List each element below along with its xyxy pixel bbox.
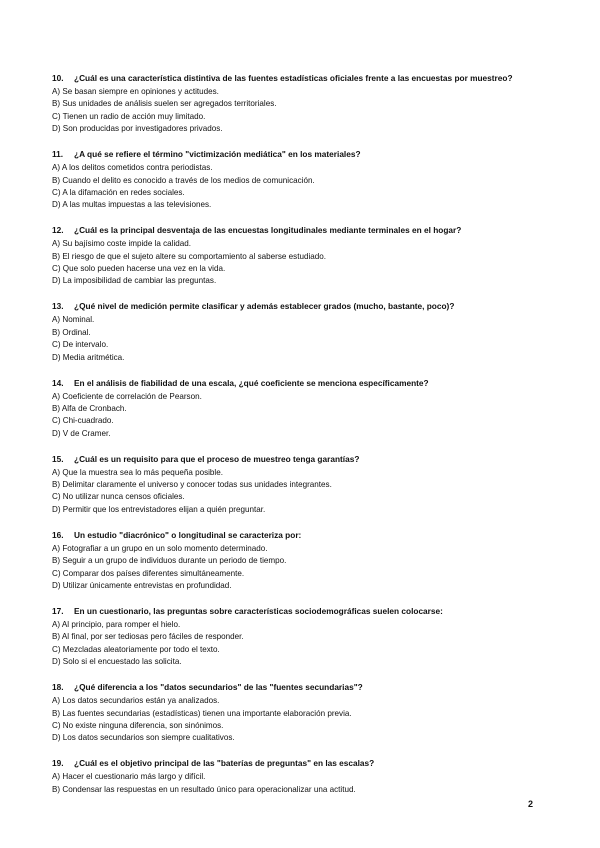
- answer-option: C) No existe ninguna diferencia, son sinónimos.: [52, 720, 224, 730]
- question-block: [52, 530, 572, 593]
- answer-option: D) Permitir que los entrevistadores elijan a quién preguntar.: [52, 504, 266, 514]
- question-title: [52, 378, 572, 390]
- answer-option: A) Su bajísimo coste impide la calidad.: [52, 239, 192, 249]
- answer-option: B) Delimitar claramente el universo y conocer todas sus unidades integrantes.: [52, 480, 332, 490]
- answer-option: A) Nominal.: [52, 315, 95, 325]
- answer-option: D) V de Cramer.: [52, 428, 111, 438]
- question-number: 15.: [52, 453, 64, 464]
- answer-option: C) Chi-cuadrado.: [52, 416, 114, 426]
- question-text: En el análisis de fiabilidad de una escala, ¿qué coeficiente se menciona específicamente?: [74, 377, 429, 388]
- question-title: [52, 225, 572, 237]
- answer-option: B) Alfa de Cronbach.: [52, 403, 127, 413]
- question-text: ¿Qué diferencia a los "datos secundarios" de las "fuentes secundarias"?: [74, 682, 363, 693]
- answer-option: B) Cuando el delito es conocido a través de los medios de comunicación.: [52, 175, 315, 185]
- question-number: 12.: [52, 225, 64, 236]
- answer-option: D) Los datos secundarios son siempre cualitativos.: [52, 733, 235, 743]
- answer-option: D) Solo si el encuestado las solicita.: [52, 657, 182, 667]
- question-number: 10.: [52, 73, 64, 83]
- question-title: [52, 530, 572, 542]
- question-number: 13.: [52, 301, 64, 312]
- answer-option: D) La imposibilidad de cambiar las preguntas.: [52, 276, 217, 286]
- question-title: [52, 73, 572, 85]
- question-block: [52, 378, 572, 441]
- answer-option: C) De intervalo.: [52, 340, 109, 350]
- question-block: [52, 758, 572, 796]
- answer-option: B) Al final, por ser tediosas pero fáciles de responder.: [52, 632, 244, 642]
- question-list: [52, 73, 572, 810]
- question-title: [52, 301, 572, 313]
- answer-option: C) No utilizar nunca censos oficiales.: [52, 492, 185, 502]
- answer-option: A) Fotografiar a un grupo en un solo momento determinado.: [52, 543, 268, 553]
- question-number: 18.: [52, 682, 64, 693]
- question-text: ¿Qué nivel de medición permite clasificar y además establecer grados (mucho, bastante, poco)?: [74, 301, 455, 312]
- question-text: ¿Cuál es un requisito para que el proceso de muestreo tenga garantías?: [74, 453, 360, 464]
- answer-option: D) A las multas impuestas a las televisiones.: [52, 200, 212, 210]
- question-text: ¿A qué se refiere el término "victimización mediática" en los materiales?: [74, 149, 361, 160]
- answer-option: D) Media aritmética.: [52, 352, 125, 362]
- answer-option: A) Coeficiente de correlación de Pearson.: [52, 391, 202, 401]
- answer-option: A) Los datos secundarios están ya analizados.: [52, 696, 220, 706]
- answer-option: B) Condensar las respuestas en un resultado único para operacionalizar una actitud.: [52, 784, 356, 794]
- answer-option: B) Ordinal.: [52, 327, 91, 337]
- question-title: [52, 758, 572, 770]
- answer-option: C) Comparar dos países diferentes simultáneamente.: [52, 568, 245, 578]
- question-number: 19.: [52, 758, 64, 769]
- answer-option: A) Hacer el cuestionario más largo y difícil.: [52, 772, 206, 782]
- answer-option: B) Sus unidades de análisis suelen ser agregados territoriales.: [52, 99, 277, 109]
- answer-option: B) El riesgo de que el sujeto altere su comportamiento al saberse estudiado.: [52, 251, 326, 261]
- answer-option: A) Se basan siempre en opiniones y actitudes.: [52, 86, 219, 96]
- answer-option: A) A los delitos cometidos contra periodistas.: [52, 163, 213, 173]
- question-text: ¿Cuál es el objetivo principal de las "baterías de preguntas" en las escalas?: [74, 758, 375, 769]
- answer-option: B) Seguir a un grupo de individuos durante un periodo de tiempo.: [52, 556, 287, 566]
- question-text: Un estudio "diacrónico" o longitudinal se caracteriza por:: [74, 529, 302, 540]
- question-text: En un cuestionario, las preguntas sobre características sociodemográficas suelen colocarse:: [74, 605, 443, 616]
- question-title: [52, 454, 572, 466]
- question-title: [52, 682, 572, 694]
- answer-option: C) Que solo pueden hacerse una vez en la vida.: [52, 264, 226, 274]
- question-block: [52, 682, 572, 745]
- answer-option: C) Mezcladas aleatoriamente por todo el texto.: [52, 644, 220, 654]
- page-number: 2: [527, 799, 533, 809]
- answer-option: B) Las fuentes secundarias (estadísticas) tienen una importante elaboración previa.: [52, 708, 352, 718]
- answer-option: A) Al principio, para romper el hielo.: [52, 619, 181, 629]
- question-block: [52, 225, 572, 288]
- answer-option: D) Son producidas por investigadores privados.: [52, 124, 223, 134]
- question-title: [52, 606, 572, 618]
- question-block: [52, 73, 572, 136]
- question-number: 16.: [52, 529, 64, 540]
- answer-option: C) Tienen un radio de acción muy limitado.: [52, 111, 206, 121]
- question-block: [52, 606, 572, 669]
- question-block: [52, 454, 572, 517]
- answer-option: A) Que la muestra sea lo más pequeña posible.: [52, 467, 223, 477]
- question-number: 14.: [52, 377, 64, 388]
- question-block: [52, 149, 572, 212]
- question-number: 11.: [52, 149, 64, 160]
- question-block: [52, 301, 572, 364]
- question-number: 17.: [52, 605, 64, 616]
- answer-option: D) Utilizar únicamente entrevistas en profundidad.: [52, 581, 232, 590]
- question-text: ¿Cuál es la principal desventaja de las encuestas longitudinales mediante terminales en el hogar?: [74, 225, 462, 236]
- answer-option: C) A la difamación en redes sociales.: [52, 187, 185, 197]
- question-title: [52, 149, 572, 161]
- question-text: ¿Cuál es una característica distintiva de las fuentes estadísticas oficiales frente a las encuestas por muestreo?: [74, 73, 513, 83]
